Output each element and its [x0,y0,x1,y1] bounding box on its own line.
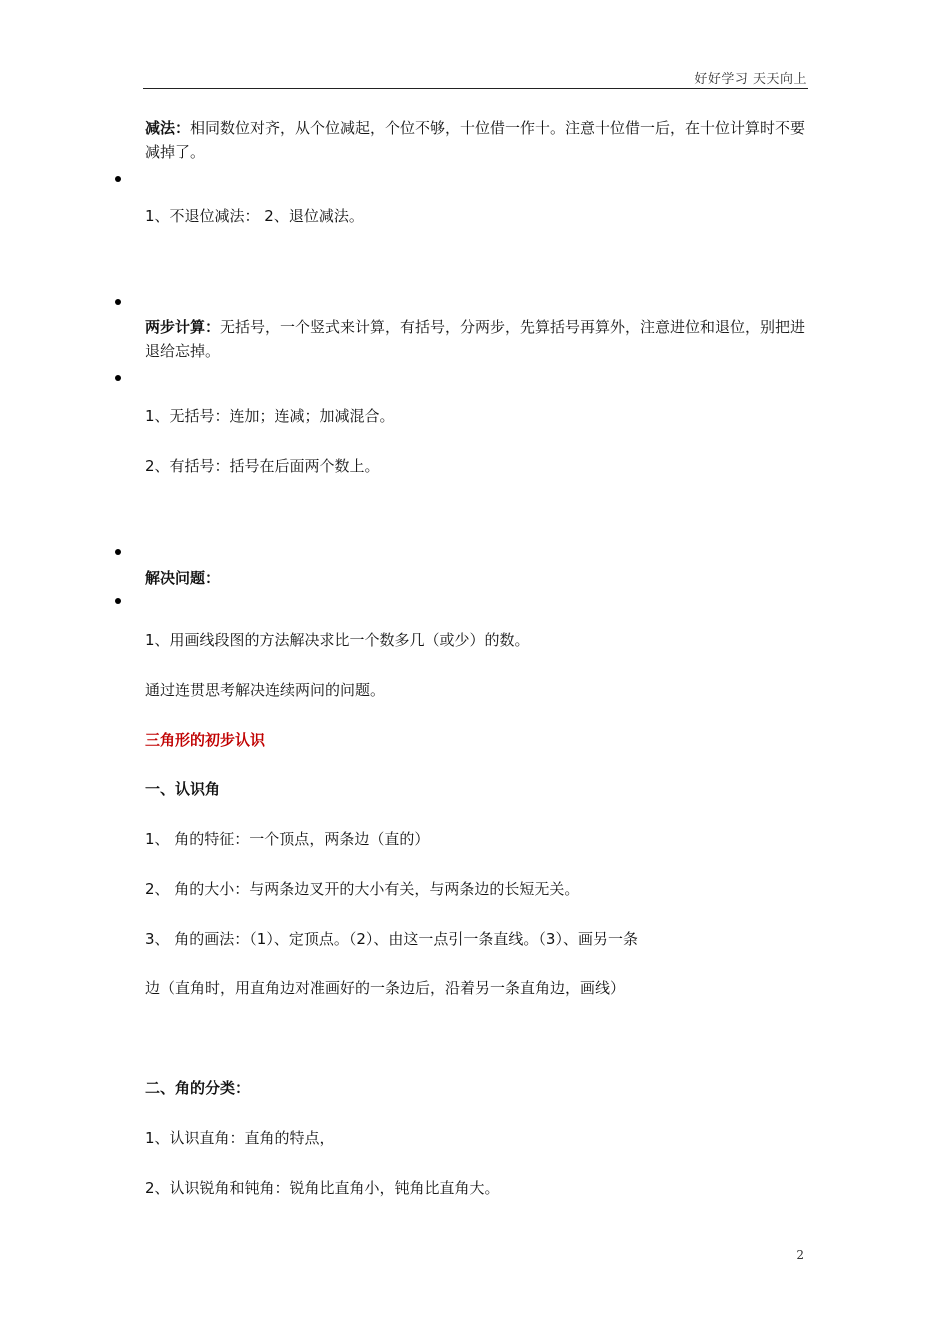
page-number: 2 [796,1248,804,1262]
bullet-3 [115,375,121,381]
bullet-1 [115,176,121,182]
right-angle-item: 1、认识直角：直角的特点， [145,1129,335,1147]
subtraction-text: 相同数位对齐，从个位减起，个位不够，十位借一作十。注意十位借一后，在十位计算时不要减掉了。 [145,119,806,161]
angle-feature-item: 1、 角的特征：一个顶点，两条边（直的） [145,830,430,848]
angle-classification-heading: 二、角的分类： [145,1079,251,1097]
problem-solving-label: 解决问题： [145,569,221,587]
acute-obtuse-item: 2、认识锐角和钝角：锐角比直角小，钝角比直角大。 [145,1179,500,1197]
problem-solving-item-1: 1、用画线段图的方法解决求比一个数多几（或少）的数。 [145,631,530,649]
angle-drawing-item-line-1: 3、 角的画法：（1）、定顶点。（2）、由这一点引一条直线。（3）、画另一条 [145,930,638,948]
bullet-4 [115,549,121,555]
triangle-section-title: 三角形的初步认识 [145,731,266,749]
problem-solving-item-2: 通过连贯思考解决连续两问的问题。 [145,681,386,699]
header-divider [143,88,808,89]
angle-drawing-item-line-2: 边（直角时，用直角边对准画好的一条边后，沿着另一条直角边，画线） [145,979,626,997]
subtraction-paragraph [145,116,810,164]
bullet-2 [115,299,121,305]
two-step-item-2: 2、有括号：括号在后面两个数上。 [145,457,380,475]
angle-size-item: 2、 角的大小：与两条边叉开的大小有关，与两条边的长短无关。 [145,880,580,898]
recognize-angle-heading: 一、认识角 [145,780,221,798]
page-header: 好好学习 天天向上 [694,72,807,87]
subtraction-label: 减法： [145,119,191,137]
two-step-label: 两步计算： [145,318,221,336]
bullet-5 [115,598,121,604]
two-step-paragraph [145,315,810,363]
two-step-text: 无括号，一个竖式来计算，有括号，分两步，先算括号再算外，注意进位和退位，别把进退给忘掉。 [145,318,806,360]
subtraction-types: 1、不退位减法： 2、退位减法。 [145,207,364,225]
two-step-item-1: 1、无括号：连加；连减；加减混合。 [145,407,395,425]
